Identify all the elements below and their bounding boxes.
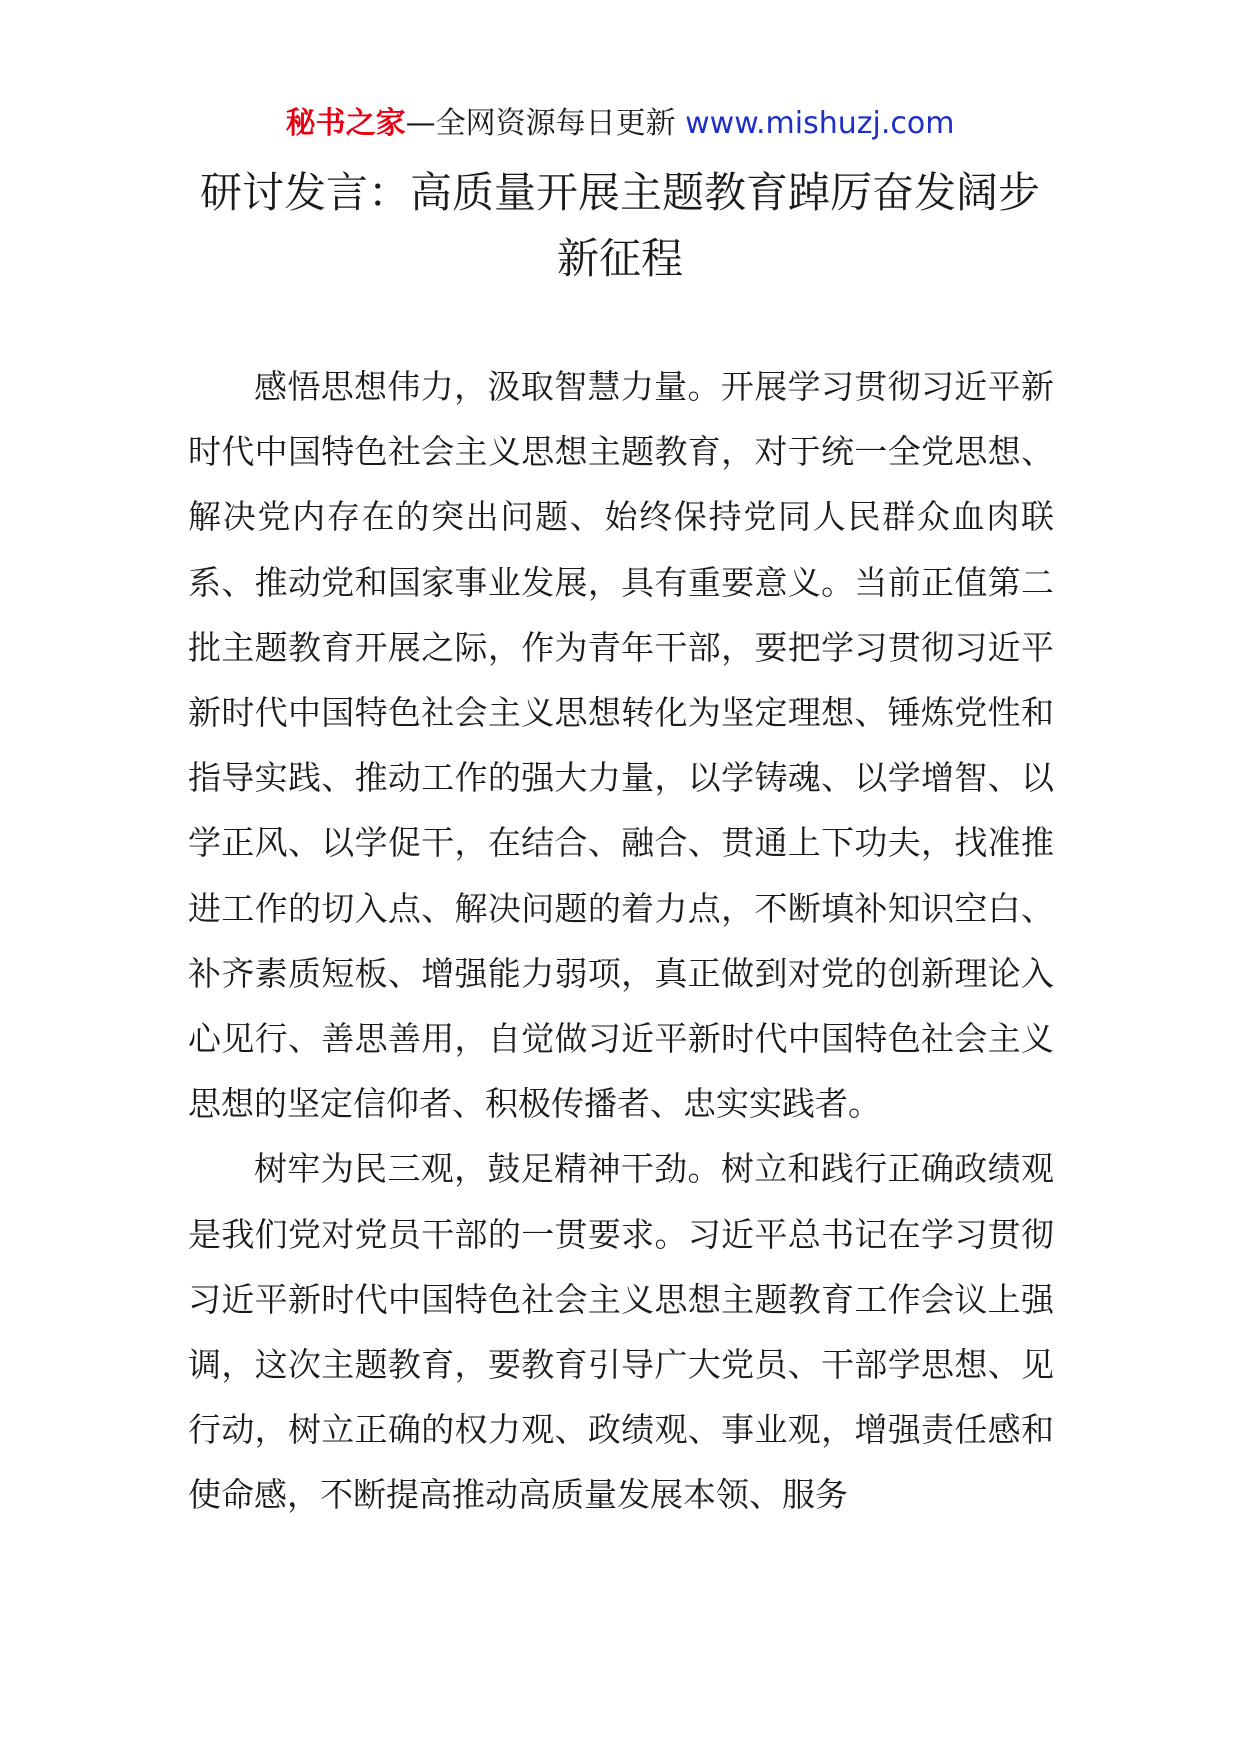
document-body (188, 354, 1054, 1528)
site-url-link[interactable]: www.mishuzj.com (685, 106, 955, 141)
paragraph-2: 树牢为民三观，鼓足精神干劲。树立和践行正确政绩观是我们党对党员干部的一贯要求。习近平总书记在学习贯彻习近平新时代中国特色社会主义思想主题教育工作会议上强调，这次主题教育，要教育引导广大党员、干部学思想、见行动，树立正确的权力观、政绩观、事业观，增强责任感和使命感，不断提高推动高质量发展本领、服务 (188, 1149, 1054, 1515)
header-tagline: —全网资源每日更新 (405, 106, 686, 141)
paragraph-1: 感悟思想伟力，汲取智慧力量。开展学习贯彻习近平新时代中国特色社会主义思想主题教育，对于统一全党思想、解决党内存在的突出问题、始终保持党同人民群众血肉联系、推动党和国家事业发展，具有重要意义。当前正值第二批主题教育开展之际，作为青年干部，要把学习贯彻习近平新时代中国特色社会主义思想转化为坚定理想、锤炼党性和指导实践、推动工作的强大力量，以学铸魂、以学增智、以学正风、以学促干，在结合、融合、贯通上下功夫，找准推进工作的切入点、解决问题的着力点，不断填补知识空白、补齐素质短板、增强能力弱项，真正做到对党的创新理论入心见行、善思善用，自觉做习近平新时代中国特色社会主义思想的坚定信仰者、积极传播者、忠实实践者。 (188, 367, 1054, 1124)
title-line-1: 研讨发言：高质量开展主题教育踔厉奋发阔步 (199, 168, 1040, 217)
brand-name: 秘书之家 (285, 106, 406, 141)
title-line-2: 新征程 (556, 234, 683, 283)
page-header (0, 104, 1240, 144)
document-title (150, 160, 1090, 292)
